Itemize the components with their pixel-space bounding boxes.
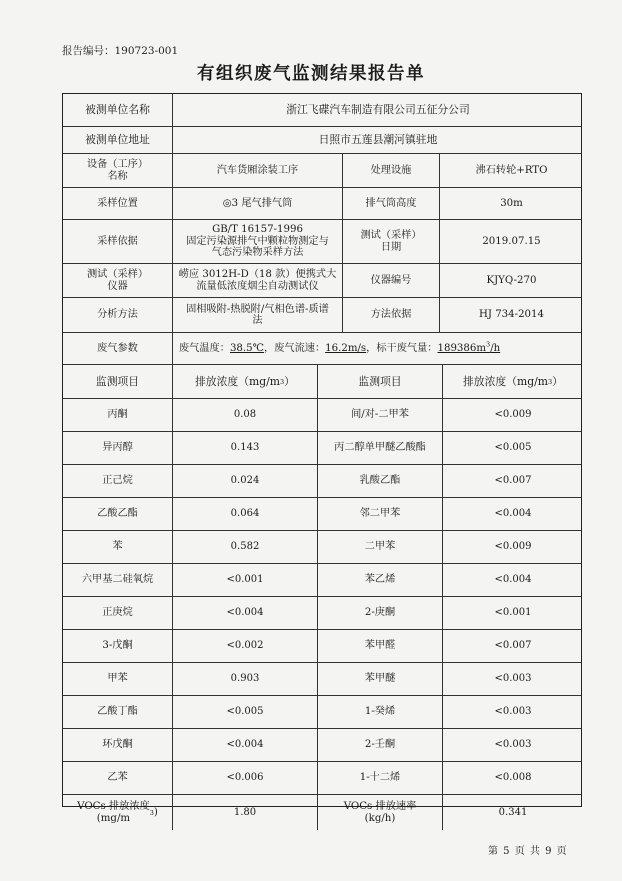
sampling-position-value: ◎3 尾气排气筒 (173, 188, 343, 219)
analysis-method-value: 固相吸附-热脱附/气相色谱-质谱 法 (173, 298, 343, 332)
header-conc-left-close: ） (284, 374, 295, 388)
conc-value-right: <0.001 (494, 607, 532, 619)
item-name-right: 1-癸烯 (318, 696, 443, 728)
conc-value-left: 0.582 (173, 531, 318, 563)
row-gas-parameters (63, 333, 581, 365)
vocs-conc-label-close: ) (153, 806, 158, 818)
unit-name-label: 被测单位名称 (63, 94, 173, 126)
facility-label: 处理设施 (343, 154, 440, 187)
vocs-conc-value: 1.80 (173, 795, 318, 830)
conc-value-left: <0.004 (173, 597, 318, 629)
test-date-value: 2019.07.15 (482, 235, 541, 247)
item-name-right: 丙二醇单甲醚乙酸酯 (318, 432, 443, 464)
header-conc-right-close: ） (552, 374, 563, 388)
equipment-value: 汽车货厢涂装工序 (173, 154, 343, 187)
conc-value-left: 0.08 (173, 399, 318, 431)
table-row (63, 729, 581, 762)
gas-flow-sup: 3 (486, 340, 491, 349)
stack-height-value: 30m (500, 197, 523, 209)
conc-value-right: <0.007 (494, 475, 532, 487)
vocs-rate-value: 0.341 (498, 806, 528, 818)
row-vocs-summary (63, 795, 581, 830)
unit-name-value: 浙江飞碟汽车制造有限公司五征分公司 (286, 103, 470, 117)
stack-height-label: 排气筒高度 (343, 188, 440, 219)
gas-parameters-label: 废气参数 (63, 333, 173, 364)
conc-value-left: <0.005 (173, 696, 318, 728)
conc-value-right: <0.009 (494, 409, 532, 421)
gas-flow-suffix: /h (490, 342, 501, 354)
item-name-left: 正己烷 (63, 465, 173, 497)
document-title: 有组织废气监测结果报告单 (197, 64, 425, 84)
gas-temp-prefix: 废气温度： (179, 342, 230, 354)
gas-parameters-value (173, 333, 583, 364)
conc-value-right: <0.009 (494, 541, 532, 553)
item-name-right: 1-十二烯 (318, 762, 443, 794)
method-basis-label: 方法依据 (343, 298, 440, 332)
equipment-label: 设备（工序） 名称 (63, 154, 173, 187)
conc-value-left: 0.903 (173, 663, 318, 695)
gas-flow-value: 189386m (437, 342, 487, 354)
sampling-basis-label: 采样依据 (63, 220, 173, 263)
conc-value-right: <0.003 (494, 706, 532, 718)
conc-value-right: <0.007 (494, 640, 532, 652)
page-footer: 第 5 页 共 9 页 (488, 846, 567, 857)
item-name-left: 甲苯 (63, 663, 173, 695)
conc-value-right: <0.005 (494, 442, 532, 454)
row-equipment (63, 154, 581, 188)
conc-value-left: 0.024 (173, 465, 318, 497)
gas-flow-prefix: ，标干废气量： (366, 342, 438, 354)
vocs-rate-label: VOCs 排放速率 (kg/h) (318, 795, 443, 830)
table-row (63, 663, 581, 696)
table-row (63, 762, 581, 795)
vocs-conc-label-text: VOCs 排放浓度 (mg/m (77, 801, 150, 824)
header-conc-right: 排放浓度（mg/m 3 ） (463, 374, 563, 388)
conc-value-right: <0.003 (494, 673, 532, 685)
item-name-right: 间/对-二甲苯 (318, 399, 443, 431)
conc-value-right: <0.004 (494, 508, 532, 520)
row-instrument (63, 264, 581, 298)
method-basis-value: HJ 734-2014 (478, 309, 545, 321)
conc-value-left: 0.143 (173, 432, 318, 464)
conc-value-left: <0.004 (173, 729, 318, 761)
item-name-right: 苯甲醛 (318, 630, 443, 662)
instrument-label: 测试（采样） 仪器 (63, 264, 173, 297)
report-table (62, 93, 582, 824)
table-row (63, 564, 581, 597)
unit-address-label: 被测单位地址 (63, 127, 173, 153)
header-item-left: 监测项目 (63, 365, 173, 398)
table-row (63, 432, 581, 465)
conc-value-left: 0.064 (173, 498, 318, 530)
facility-value: 沸石转轮+RTO (475, 164, 548, 176)
conc-value-left: <0.006 (173, 762, 318, 794)
row-sampling-position (63, 188, 581, 220)
table-row (63, 630, 581, 663)
table-row (63, 531, 581, 564)
row-analysis-method (63, 298, 581, 333)
instrument-no-label: 仪器编号 (343, 264, 440, 297)
item-name-right: 苯乙烯 (318, 564, 443, 596)
row-unit-address (63, 127, 581, 154)
row-results-header (63, 365, 581, 399)
table-row (63, 696, 581, 729)
analysis-method-label: 分析方法 (63, 298, 173, 332)
header-conc-left-text: 排放浓度（mg/m (195, 374, 281, 388)
instrument-value: 崂应 3012H-D（18 款）便携式大 流量低浓度烟尘自动测试仪 (173, 264, 343, 297)
row-unit-name (63, 94, 581, 127)
item-name-left: 环戊酮 (63, 729, 173, 761)
item-name-right: 2-庚酮 (318, 597, 443, 629)
item-name-left: 3-戊酮 (63, 630, 173, 662)
conc-value-right: <0.003 (494, 739, 532, 751)
item-name-left: 正庚烷 (63, 597, 173, 629)
table-row (63, 498, 581, 531)
sampling-position-label: 采样位置 (63, 188, 173, 219)
report-number: 报告编号：190723-001 (62, 45, 179, 57)
header-item-right: 监测项目 (318, 365, 443, 398)
table-row (63, 465, 581, 498)
header-conc-left: 排放浓度（mg/m 3 ） (173, 365, 318, 398)
sampling-basis-value: GB/T 16157-1996 固定污染源排气中颗粒物测定与 气态污染物采样方法 (173, 220, 343, 263)
header-conc-right-text: 排放浓度（mg/m (463, 374, 549, 388)
item-name-left: 六甲基二硅氧烷 (63, 564, 173, 596)
item-name-left: 异丙醇 (63, 432, 173, 464)
item-name-right: 2-壬酮 (318, 729, 443, 761)
conc-value-right: <0.008 (494, 772, 532, 784)
conc-value-right: <0.004 (494, 574, 532, 586)
item-name-right: 邻二甲苯 (318, 498, 443, 530)
item-name-left: 乙苯 (63, 762, 173, 794)
item-name-left: 苯 (63, 531, 173, 563)
item-name-left: 乙酸乙酯 (63, 498, 173, 530)
item-name-left: 乙酸丁酯 (63, 696, 173, 728)
item-name-right: 乳酸乙酯 (318, 465, 443, 497)
instrument-no-value: KJYQ-270 (486, 274, 537, 286)
item-name-right: 二甲苯 (318, 531, 443, 563)
row-sampling-basis (63, 220, 581, 264)
unit-address-value: 日照市五莲县潮河镇驻地 (318, 133, 438, 147)
table-row (63, 399, 581, 432)
gas-flow (437, 340, 501, 355)
test-date-label: 测试（采样） 日期 (343, 220, 440, 263)
conc-value-left: <0.002 (173, 630, 318, 662)
vocs-conc-label: VOCs 排放浓度 (mg/m 3 ) (63, 795, 173, 830)
table-row (63, 597, 581, 630)
item-name-left: 丙酮 (63, 399, 173, 431)
gas-speed: 16.2m/s (325, 342, 367, 354)
gas-speed-prefix: ，废气流速： (264, 342, 326, 354)
item-name-right: 苯甲醚 (318, 663, 443, 695)
gas-temperature: 38.5℃ (229, 342, 265, 354)
conc-value-left: <0.001 (173, 564, 318, 596)
